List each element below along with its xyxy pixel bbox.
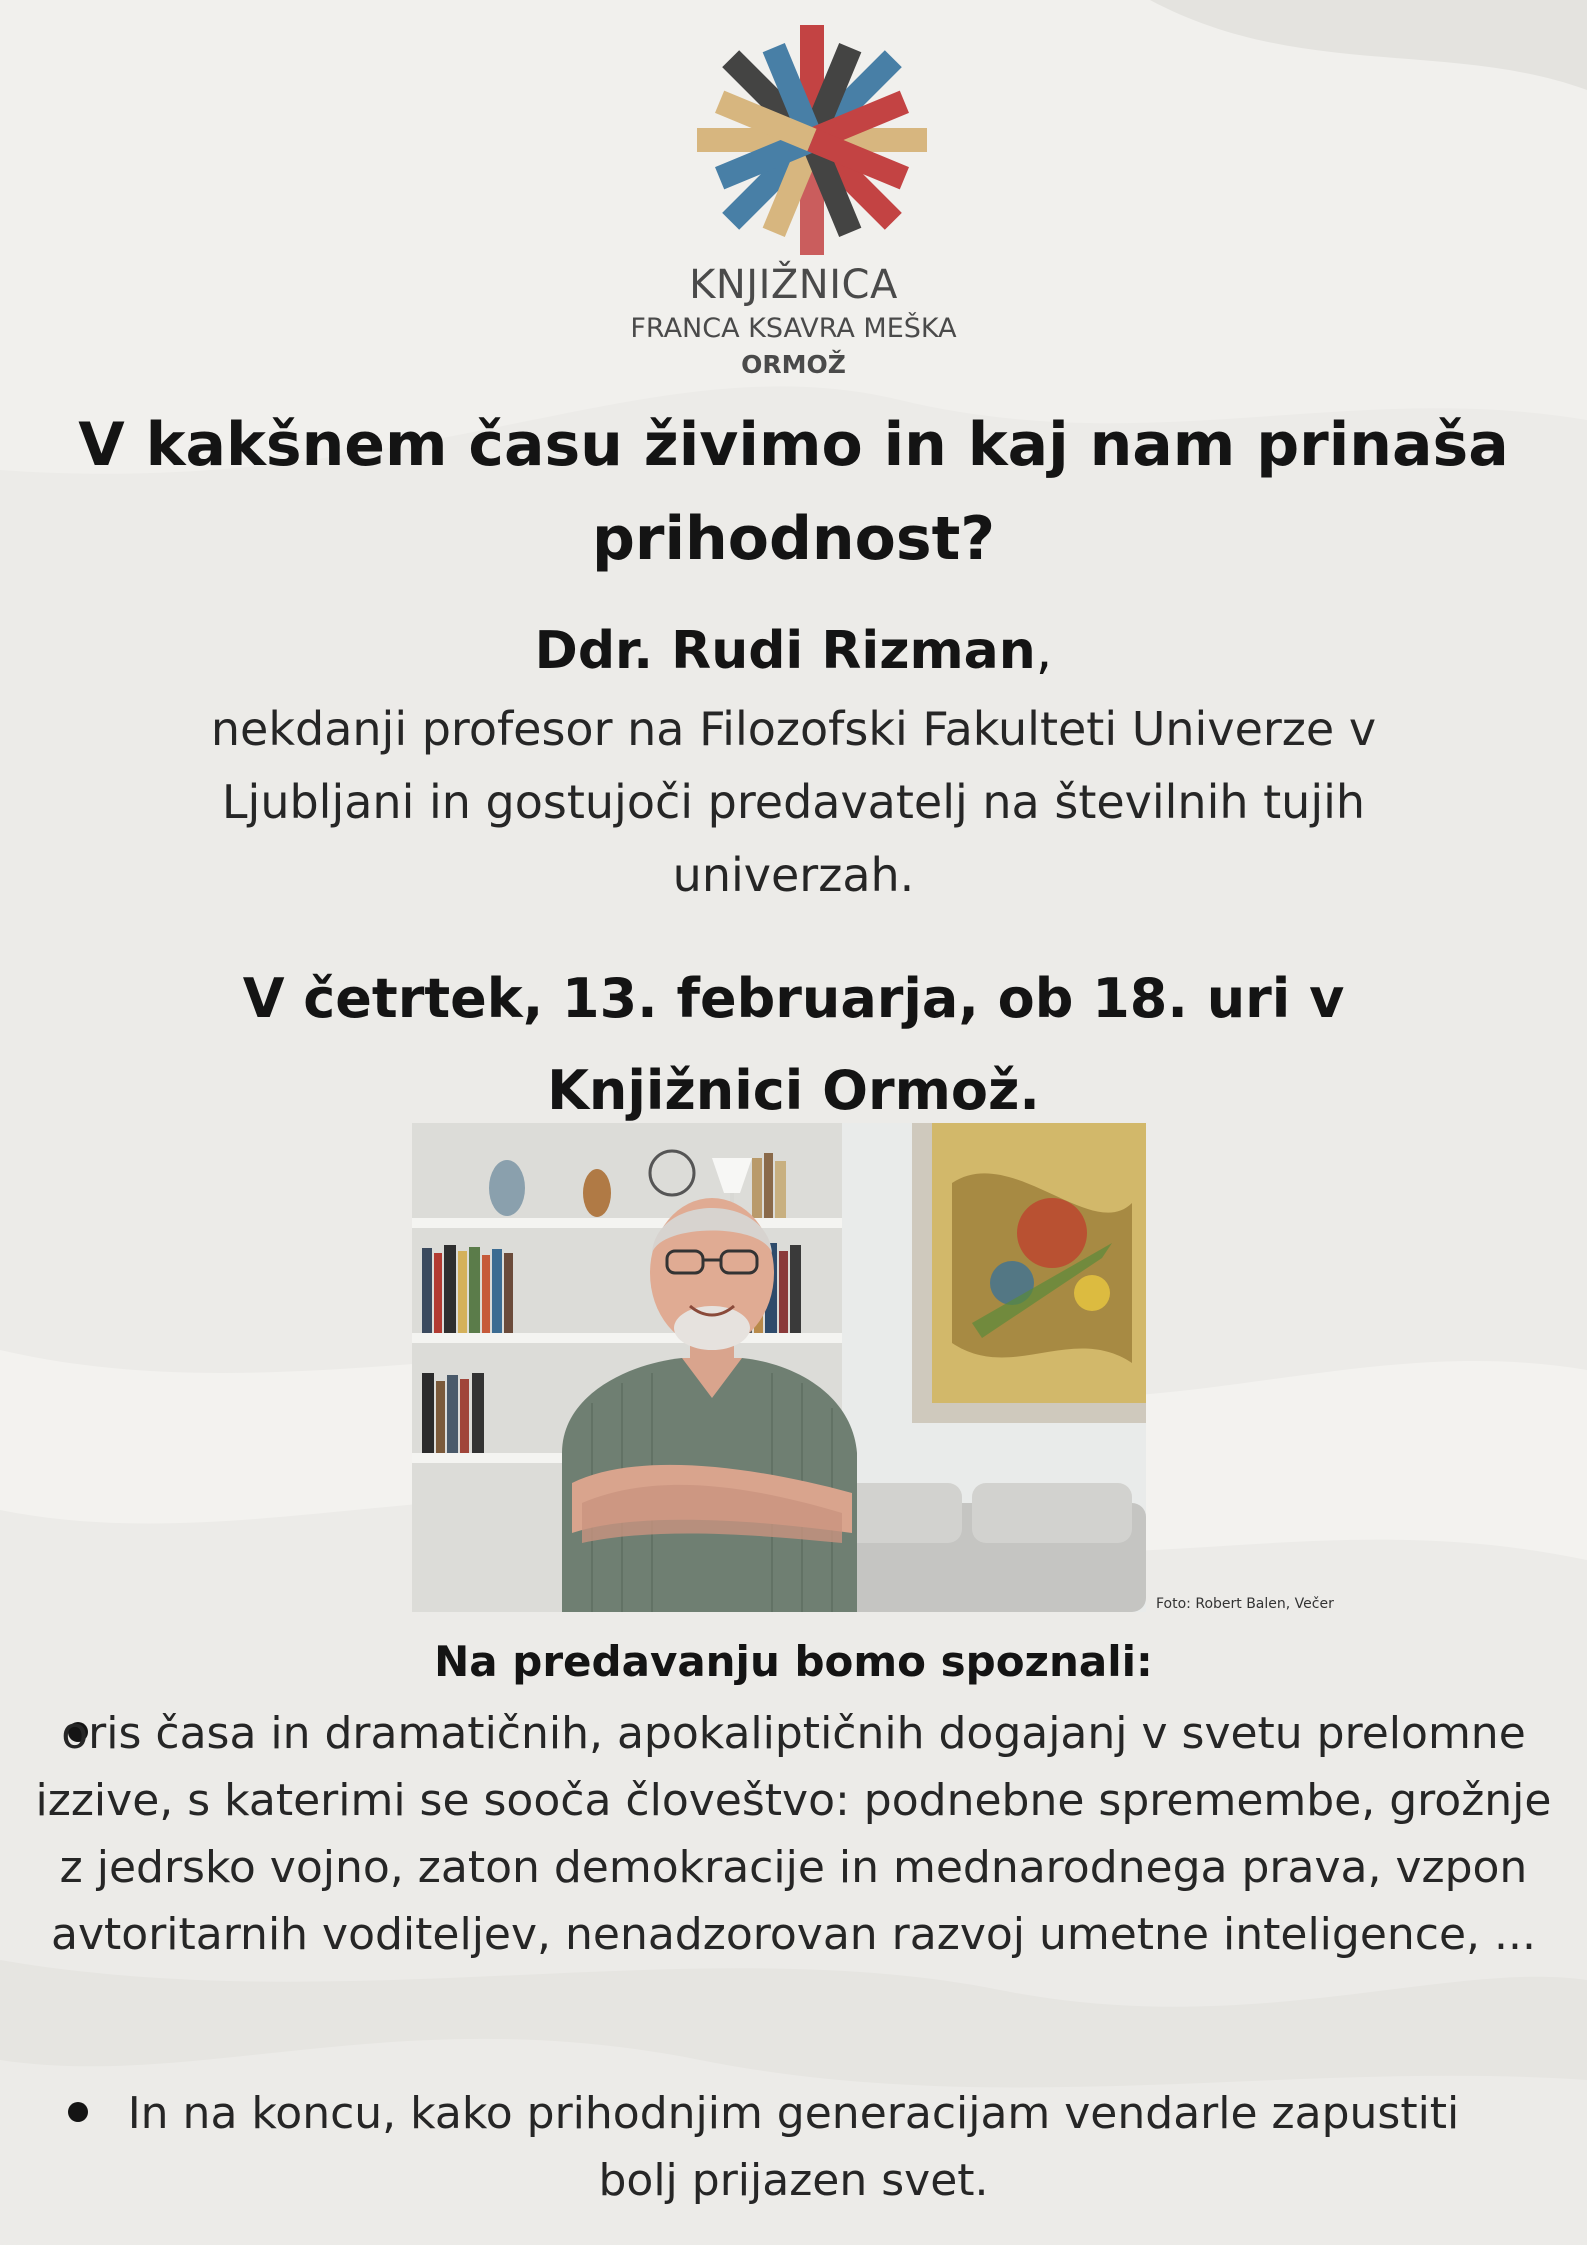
speaker-comma: , — [1035, 621, 1053, 681]
photo-credit: Foto: Robert Balen, Večer — [1156, 1596, 1334, 1612]
library-name-line-1: KNJIŽNICA — [689, 262, 898, 308]
learn-item-2: In na koncu, kako prihodnjim generacijam vendarle zapustiti bolj prijazen svet. — [127, 2088, 1460, 2206]
learn-item-1: oris časa in dramatičnih, apokaliptičnih dogajanj v svetu prelomne izzive, s katerimi se sooča človeštvo: podnebne spremembe, grožnje z jedrsko vojno, zaton demokracije in mednarodnega prava, vzpon avtoritarnih voditeljev, nenadzorovan razvoj umetne inteligence, ... — [35, 1708, 1552, 1960]
library-name-line-2: FRANCA KSAVRA MEŠKA — [630, 313, 957, 344]
learn-heading: Na predavanju bomo spoznali: — [434, 1637, 1153, 1686]
speaker-photo-illustration — [412, 1123, 1146, 1612]
star-emblem-icon — [697, 25, 927, 255]
speaker-line — [0, 616, 1587, 686]
library-logo — [0, 0, 1587, 390]
event-title: V kakšnem času živimo in kaj nam prinaša prihodnost? — [78, 410, 1509, 574]
event-date-location: V četrtek, 13. februarja, ob 18. uri v Knjižnici Ormož. — [242, 967, 1345, 1122]
speaker-name: Ddr. Rudi Rizman — [534, 621, 1036, 681]
library-name-line-3: ORMOŽ — [741, 350, 846, 379]
bullet-dot-2 — [68, 2102, 88, 2122]
speaker-description: nekdanji profesor na Filozofski Fakulteti Univerze v Ljubljani in gostujoči predavatelj na številnih tujih univerzah. — [210, 702, 1377, 902]
speaker-photo — [412, 1123, 1146, 1612]
